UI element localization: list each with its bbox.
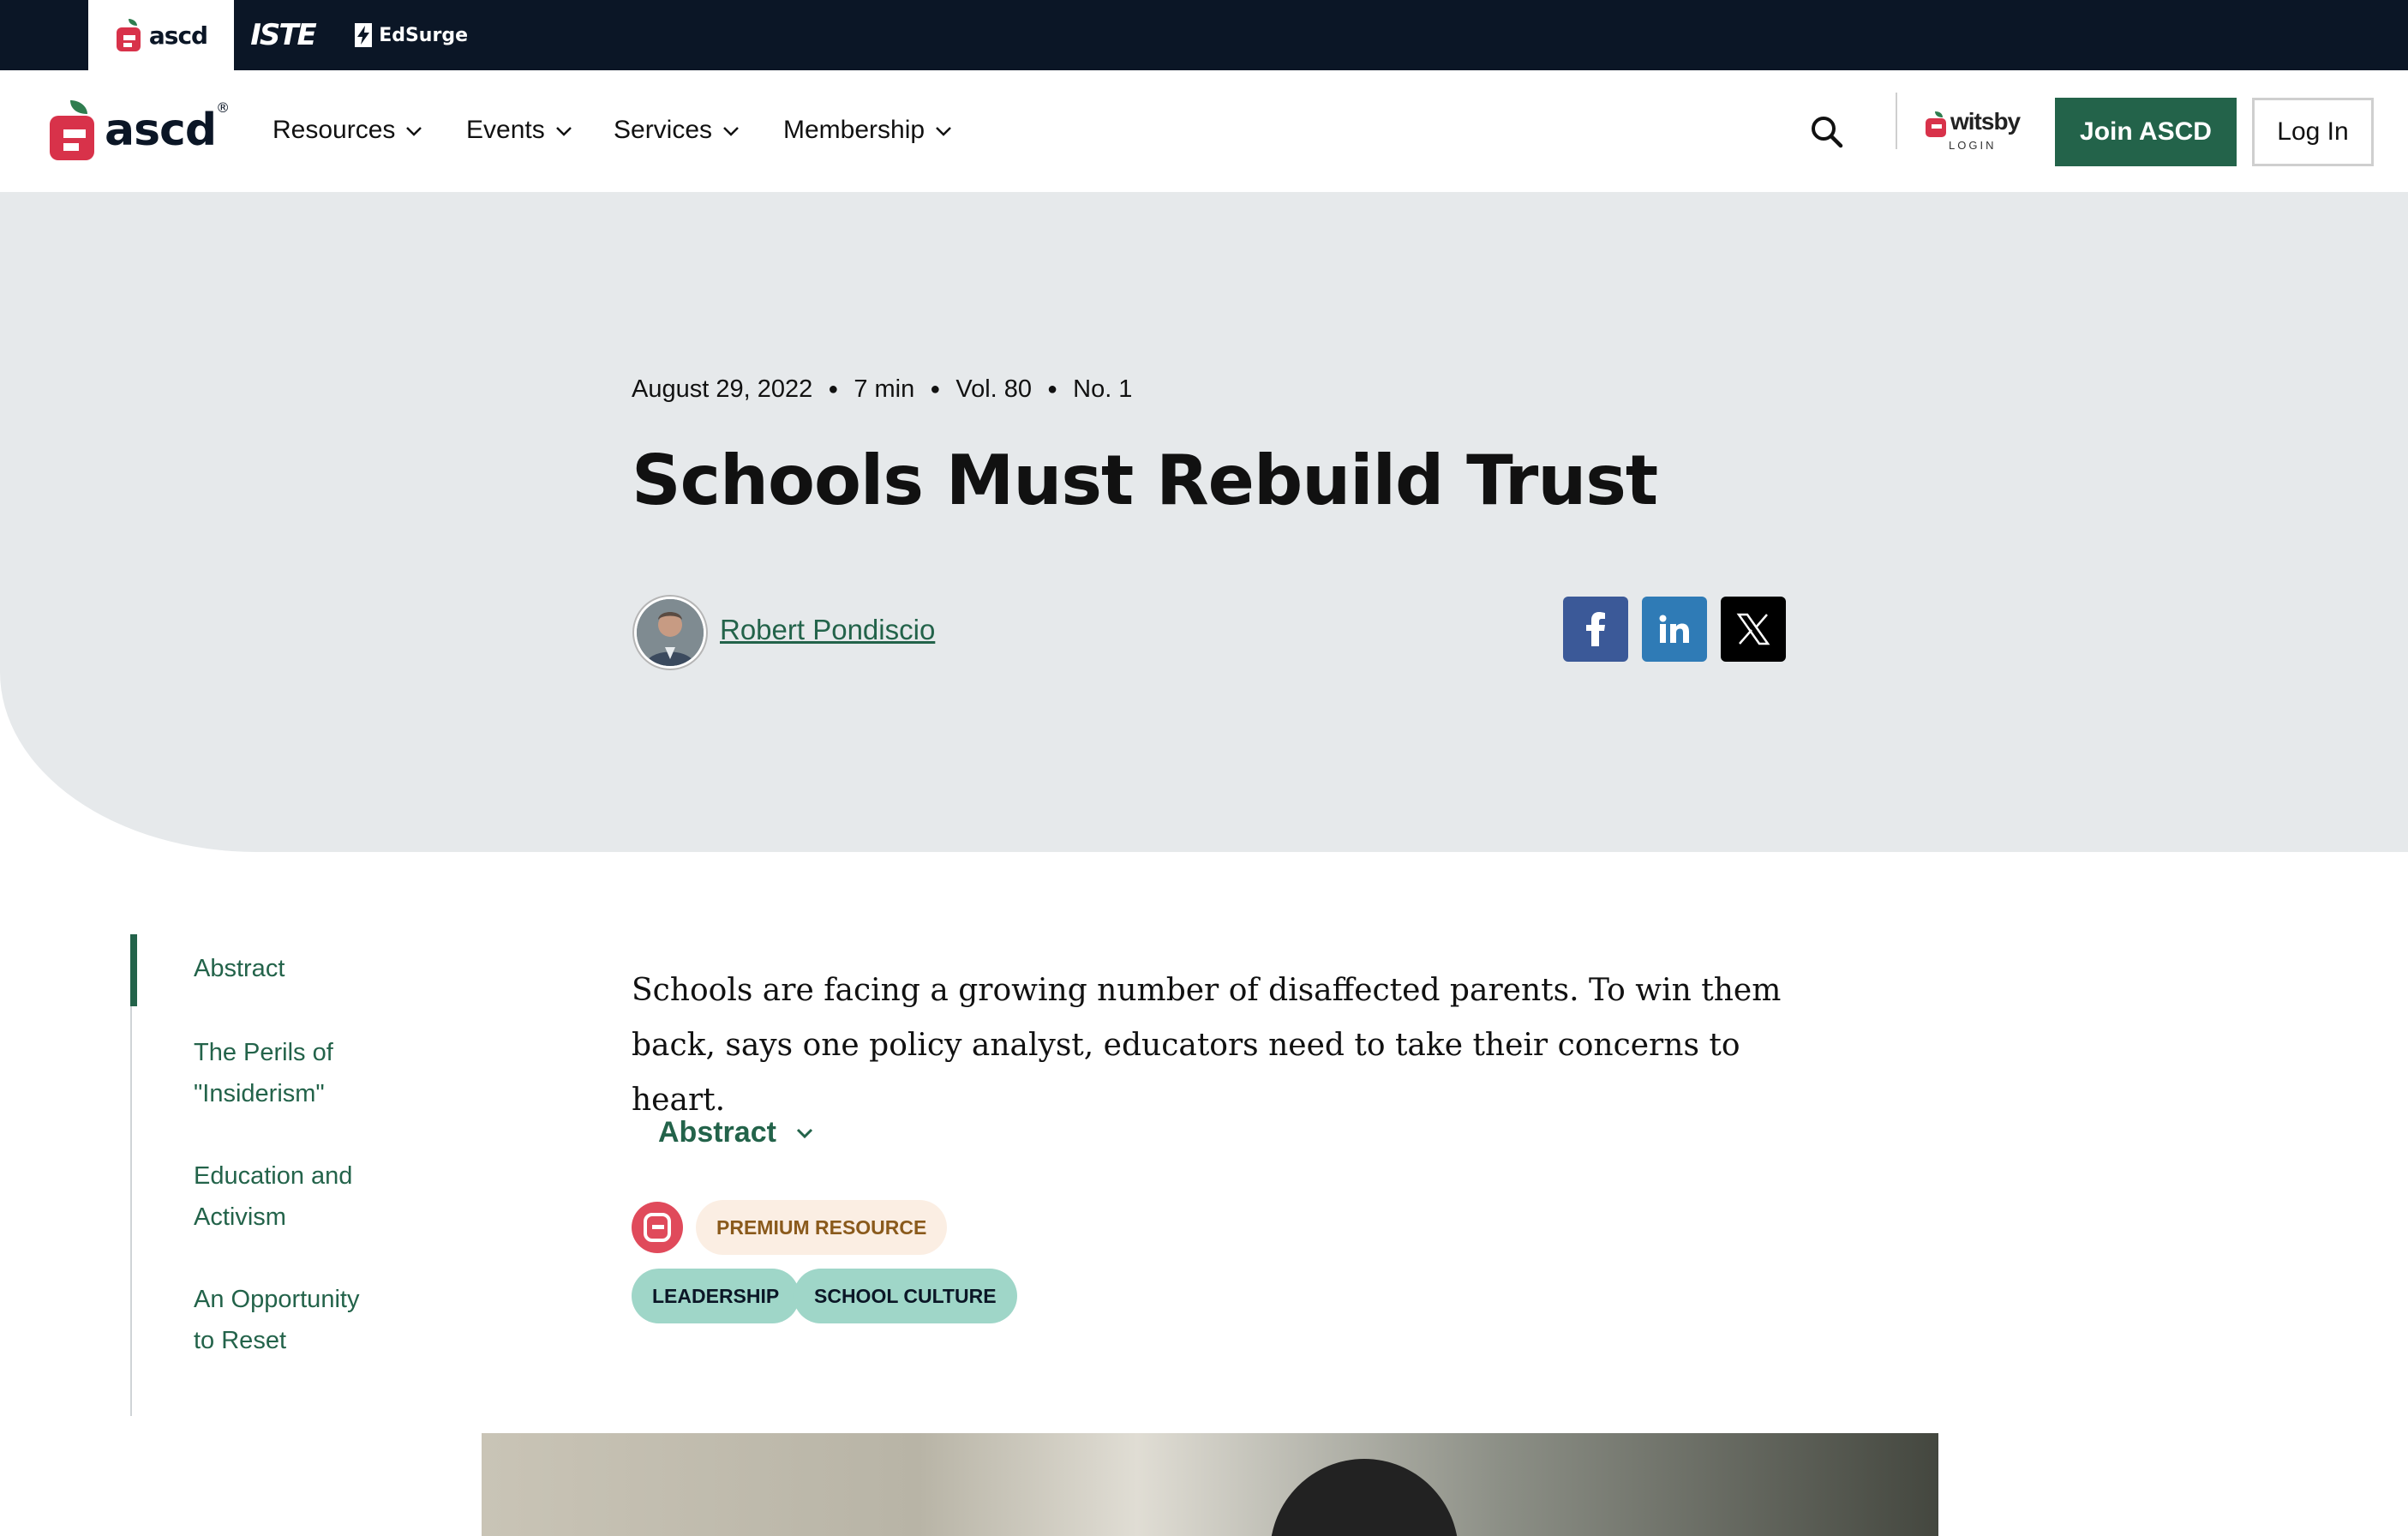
- nav-label: Services: [614, 116, 713, 144]
- meta-separator: ●: [1047, 380, 1058, 399]
- premium-resource-badge: PREMIUM RESOURCE: [696, 1200, 947, 1255]
- nav-divider: [1896, 93, 1897, 149]
- chevron-down-icon: [795, 1122, 814, 1144]
- brand-tab-label: ISTE: [250, 18, 315, 52]
- witsby-login-label: LOGIN: [1949, 139, 1997, 152]
- x-share-button[interactable]: [1721, 597, 1786, 662]
- logo-text: ascd®: [105, 99, 230, 156]
- witsby-name: witsby: [1950, 108, 2021, 135]
- toc-active-indicator: [130, 934, 137, 1006]
- tag-school-culture[interactable]: SCHOOL CULTURE: [794, 1269, 1017, 1323]
- nav-membership[interactable]: [783, 111, 952, 149]
- nav-resources[interactable]: [273, 111, 422, 149]
- article-lede: Schools are facing a growing number of disaffected parents. To win them back, says one policy analyst, educators need to take their concerns to heart.: [632, 973, 1782, 1118]
- brand-tab-label: ascd: [148, 21, 208, 50]
- nav-events[interactable]: [466, 111, 572, 149]
- chevron-down-icon: [405, 123, 422, 141]
- ascd-logo-mark-icon: [48, 100, 96, 160]
- article-number: No. 1: [1073, 375, 1133, 403]
- search-icon[interactable]: [1806, 111, 1848, 153]
- x-icon: [1736, 612, 1770, 646]
- main-nav: [0, 70, 2408, 194]
- article-title: Schools Must Rebuild Trust: [632, 441, 1658, 520]
- brand-tab-label: EdSurge: [379, 24, 468, 46]
- tag-leadership[interactable]: LEADERSHIP: [632, 1269, 800, 1323]
- meta-separator: ●: [930, 380, 941, 399]
- nav-label: Resources: [273, 116, 396, 144]
- witsby-mark-icon: [1925, 111, 1947, 137]
- toc-item-abstract[interactable]: Abstract: [194, 955, 285, 982]
- facebook-share-button[interactable]: [1563, 597, 1628, 662]
- linkedin-share-button[interactable]: [1642, 597, 1707, 662]
- article-meta: [632, 375, 1132, 404]
- toc-item-perils-of-insiderism[interactable]: The Perils of "Insiderism": [194, 1039, 333, 1107]
- witsby-login[interactable]: [1925, 106, 2028, 158]
- brand-tab-ascd[interactable]: [88, 0, 234, 70]
- join-ascd-button[interactable]: Join ASCD: [2055, 98, 2237, 166]
- chevron-down-icon: [935, 123, 952, 141]
- photo-subject: [1270, 1459, 1459, 1536]
- brand-tab-iste[interactable]: [249, 0, 317, 70]
- linkedin-icon: [1659, 615, 1690, 644]
- brand-bar: [0, 0, 2408, 70]
- toc-rail: [130, 934, 132, 1416]
- article-read-time: 7 min: [854, 375, 915, 403]
- nav-services[interactable]: [614, 111, 740, 149]
- author-avatar[interactable]: [634, 597, 706, 669]
- facebook-icon: [1585, 612, 1606, 646]
- author-link[interactable]: Robert Pondiscio: [720, 614, 936, 645]
- nav-label: Membership: [783, 116, 925, 144]
- nav-label: Events: [466, 116, 545, 144]
- toc-item-opportunity-to-reset[interactable]: An Opportunity to Reset: [194, 1286, 360, 1354]
- abstract-toggle-label: Abstract: [658, 1116, 776, 1149]
- ascd-mark-icon: [115, 19, 142, 51]
- meta-separator: ●: [828, 380, 839, 399]
- article-volume: Vol. 80: [955, 375, 1033, 403]
- chevron-down-icon: [555, 123, 572, 141]
- abstract-toggle[interactable]: [658, 1116, 814, 1149]
- toc-item-education-and-activism[interactable]: Education and Activism: [194, 1162, 353, 1231]
- article-date: August 29, 2022: [632, 375, 813, 403]
- chevron-down-icon: [722, 123, 740, 141]
- premium-ascd-icon: [632, 1202, 683, 1253]
- log-in-button[interactable]: Log In: [2252, 98, 2374, 166]
- ascd-logo[interactable]: [48, 96, 229, 165]
- edsurge-bolt-icon: [355, 23, 372, 47]
- brand-tab-edsurge[interactable]: [355, 0, 468, 70]
- article-hero: [0, 192, 2408, 852]
- article-hero-image: [482, 1433, 1938, 1536]
